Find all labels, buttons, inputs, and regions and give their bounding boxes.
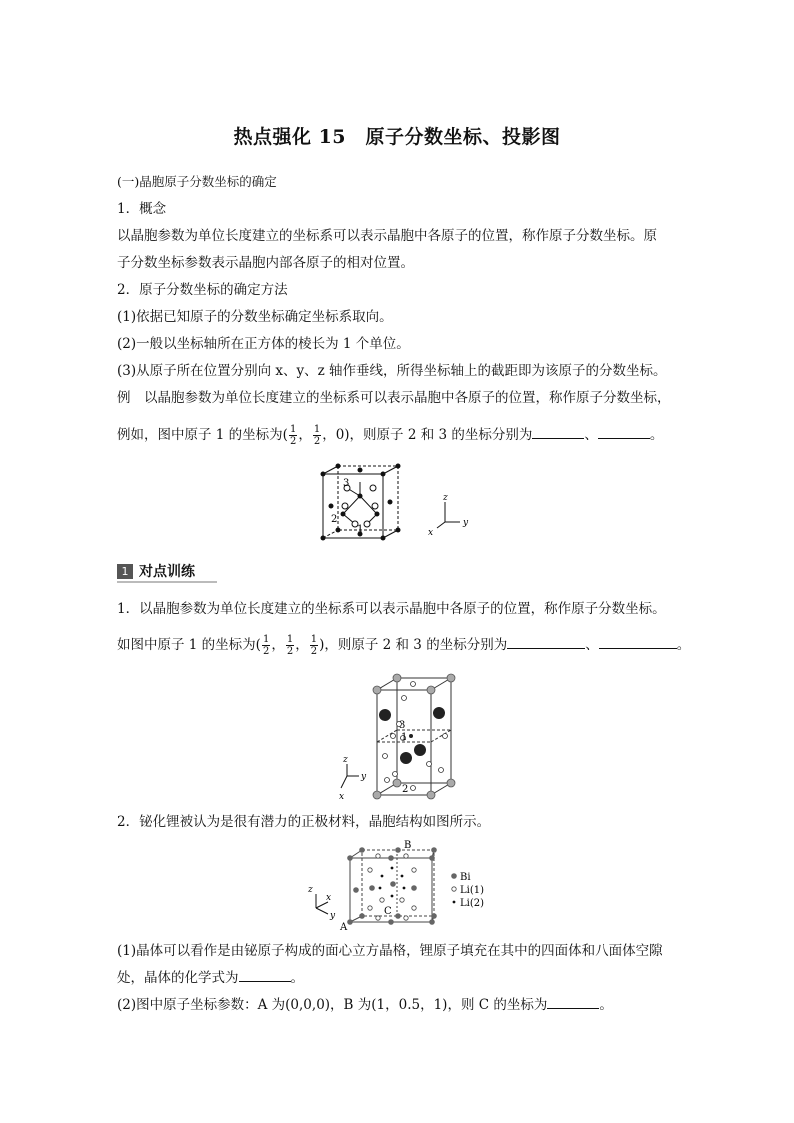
- section-header: [117, 562, 217, 582]
- concept-text-2: 子分数坐标参数表示晶胞内部各原子的相对位置。: [117, 255, 414, 271]
- period: 。: [676, 637, 691, 653]
- axis-x: x: [428, 528, 434, 538]
- axis-y: y: [361, 772, 367, 782]
- separator: 、: [585, 637, 599, 653]
- method-heading: 2．原子分数坐标的确定方法: [117, 282, 288, 298]
- axis-x: x: [326, 893, 332, 903]
- axis-z: z: [443, 493, 448, 503]
- example-tail: ，0)，则原子 2 和 3 的坐标分别为: [322, 427, 533, 443]
- axis-x: x: [339, 792, 345, 802]
- separator: 、: [584, 427, 598, 443]
- fraction-half: [310, 634, 318, 657]
- section-label: 对点训练: [139, 564, 195, 580]
- atom-label-1: 1: [401, 732, 408, 743]
- frac-num: 1: [286, 634, 294, 645]
- atom-label-3: 3: [399, 720, 406, 731]
- fraction-half: [286, 634, 294, 657]
- axis-y: y: [463, 518, 469, 528]
- q2-sub1-text-1: (1)晶体可以看作是由铋原子构成的面心立方晶格，锂原子填充在其中的四面体和八面体空隙: [117, 943, 663, 959]
- period: 。: [599, 997, 613, 1013]
- q2-sub1-text-2: [117, 967, 682, 989]
- q1-prefix: 如图中原子 1 的坐标为(: [117, 637, 261, 653]
- axis-y: y: [330, 911, 336, 921]
- point-label-B: B: [404, 840, 412, 851]
- frac-den: 2: [310, 646, 318, 657]
- answer-blank[interactable]: [239, 969, 291, 982]
- q2-text-1: 2．铋化锂被认为是很有潜力的正极材料，晶胞结构如图所示。: [117, 814, 491, 830]
- section-badge: 1: [117, 564, 133, 579]
- method-1: (1)依据已知原子的分数坐标确定坐标系取向。: [117, 309, 393, 325]
- axes-icon: [341, 764, 359, 788]
- section-underline: [117, 581, 217, 583]
- q2-crystal-figure: [302, 838, 502, 934]
- period: 。: [290, 970, 304, 986]
- example-prefix: 例如，图中原子 1 的坐标为(: [117, 427, 288, 443]
- answer-blank[interactable]: [547, 996, 599, 1009]
- axes-icon: [437, 502, 460, 528]
- q1-crystal-figure: [333, 672, 473, 804]
- frac-den: 2: [289, 436, 297, 447]
- method-2: (2)一般以坐标轴所在正方体的棱长为 1 个单位。: [117, 336, 410, 352]
- example-crystal-figure: [315, 462, 485, 544]
- section-heading: (一)晶胞原子分数坐标的确定: [117, 174, 277, 189]
- concept-heading: 1．概念: [117, 201, 167, 217]
- example-text-1: 例 以晶胞参数为单位长度建立的坐标系可以表示晶胞中各原子的位置，称作原子分数坐标，: [117, 390, 671, 406]
- atom-label-3: 3: [343, 478, 350, 489]
- page-title: 热点强化 15 原子分数坐标、投影图: [233, 126, 561, 148]
- point-label-A: A: [340, 922, 348, 933]
- frac-num: 1: [289, 424, 297, 435]
- point-label-C: C: [384, 906, 392, 917]
- concept-text-1: 以晶胞参数为单位长度建立的坐标系可以表示晶胞中各原子的位置，称作原子分数坐标。原: [117, 228, 657, 244]
- atom-label-2: 2: [331, 514, 338, 525]
- fraction-half: [289, 424, 297, 447]
- legend: [451, 872, 484, 909]
- q1-text-1: 1．以晶胞参数为单位长度建立的坐标系可以表示晶胞中各原子的位置，称作原子分数坐标。: [117, 601, 666, 617]
- frac-num: 1: [262, 634, 270, 645]
- q2-sub2-prefix: (2)图中原子坐标参数：A 为(0,0,0)，B 为(1，0.5，1)，则 C 的坐标为: [117, 997, 548, 1013]
- period: 。: [649, 427, 664, 443]
- frac-den: 2: [313, 436, 321, 447]
- method-3: (3)从原子所在位置分别向 x、y、z 轴作垂线，所得坐标轴上的截距即为该原子的分数坐标。: [117, 363, 667, 379]
- legend-li1: Li(1): [460, 885, 485, 896]
- frac-num: 1: [313, 424, 321, 435]
- atom-label-2: 2: [402, 784, 409, 795]
- answer-blank[interactable]: [598, 426, 650, 439]
- fraction-half: [313, 424, 321, 447]
- q2-sub2-text: [117, 994, 682, 1016]
- legend-bi: Bi: [460, 872, 471, 883]
- frac-den: 2: [286, 646, 294, 657]
- q1-tail: )，则原子 2 和 3 的坐标分别为: [319, 637, 508, 653]
- frac-den: 2: [262, 646, 270, 657]
- example-text-2: 例如，图中原子 1 的坐标为( $\frac{1}{2}$ ， $\frac{1}{2}$ ，0)，则原子 2 和 3 的坐标分别为 、 。: [117, 424, 664, 447]
- answer-blank[interactable]: [532, 426, 584, 439]
- legend-li2: Li(2): [460, 898, 485, 909]
- atom-label-1: 1: [357, 524, 364, 535]
- q1-text-2: 如图中原子 1 的坐标为( $\frac{1}{2}$ ， $\frac{1}{2}$ ， $\frac{1}{2}$ )，则原子 2 和 3 的坐标分别为 、 。: [117, 634, 691, 657]
- axis-z: z: [343, 755, 348, 765]
- axis-z: z: [308, 885, 313, 895]
- answer-blank[interactable]: [507, 636, 585, 649]
- frac-num: 1: [310, 634, 318, 645]
- q2-sub1-prefix: 处，晶体的化学式为: [117, 970, 239, 986]
- answer-blank[interactable]: [599, 636, 677, 649]
- fraction-half: [262, 634, 270, 657]
